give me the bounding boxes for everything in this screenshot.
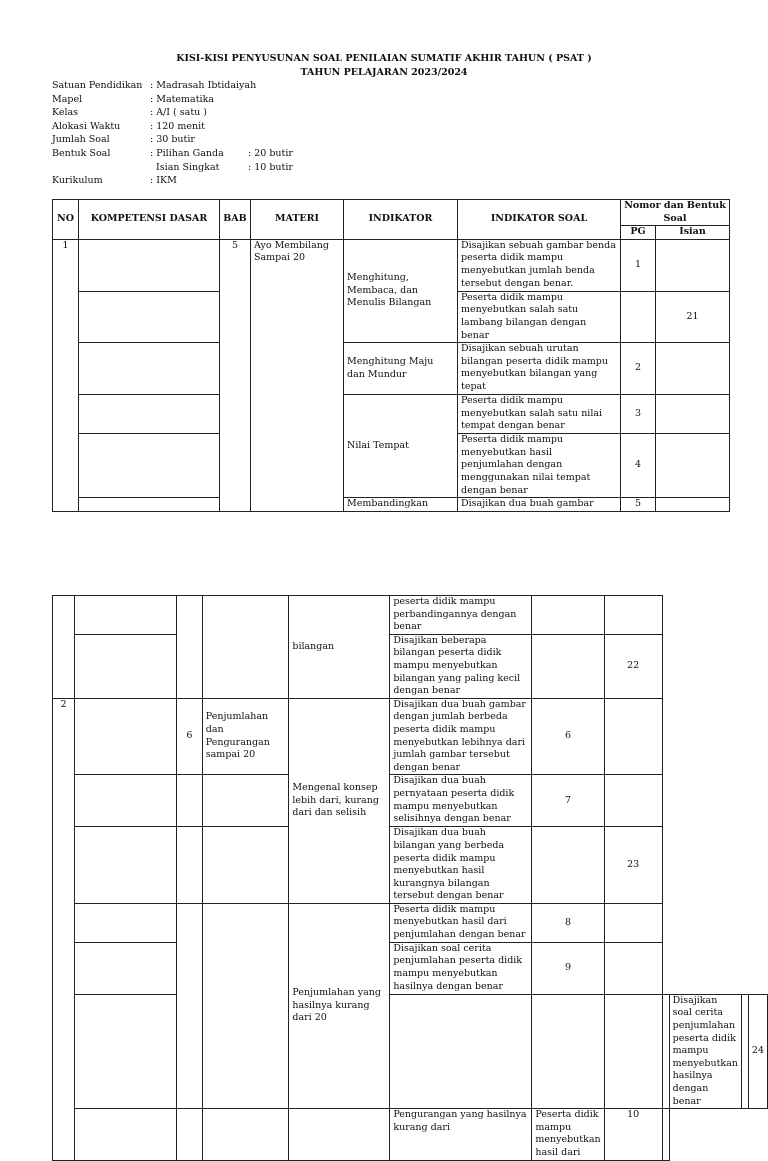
header-indikator-soal: INDIKATOR SOAL: [458, 200, 621, 240]
cell-pg: 4: [621, 434, 656, 498]
table-row: [53, 827, 768, 904]
cell-materi: Penjumlahan dan Pengurangan sampai 20: [202, 698, 289, 775]
meta-value: : IKM: [150, 175, 177, 187]
cell-isian: 21: [656, 291, 730, 342]
cell-kd: [75, 775, 177, 827]
cell-indikator: Menghitung, Membaca, dan Menulis Bilangan: [344, 239, 458, 342]
cell-isian: [656, 434, 730, 498]
table-row: [53, 596, 768, 635]
cell-indikator-soal: Peserta didik mampu menyebutkan salah satu lambang bilangan dengan benar: [458, 291, 621, 342]
cell-kd: [390, 994, 532, 1108]
cell-indikator-soal: Disajikan dua buah gambar: [458, 498, 621, 512]
meta-label: Kurikulum: [52, 175, 103, 187]
cell-pg: [532, 596, 604, 635]
cell-materi: [604, 994, 662, 1108]
meta-value: : A/I ( satu ): [150, 107, 207, 119]
cell-materi: [202, 596, 289, 699]
cell-pg: [532, 827, 604, 904]
meta-jumlah: [52, 134, 293, 148]
cell-pg: 1: [621, 239, 656, 291]
table-row: [53, 634, 768, 698]
cell-indikator-soal: peserta didik mampu perbandingannya dengan benar: [390, 596, 532, 635]
cell-no: 2: [53, 698, 75, 1160]
cell-materi: [202, 827, 289, 904]
meta-bentuk-2: [52, 162, 293, 176]
cell-kd: [79, 343, 220, 395]
cell-isian: [604, 596, 662, 635]
meta-value: : Madrasah Ibtidaiyah: [150, 80, 257, 91]
meta-value: : 30 butir: [150, 134, 195, 146]
cell-kd: [79, 498, 220, 512]
document-subtitle: TAHUN PELAJARAN 2023/2024: [300, 67, 468, 78]
meta-label: Bentuk Soal: [52, 147, 111, 159]
meta-label: Satuan Pendidikan: [52, 80, 143, 91]
cell-isian: 23: [604, 827, 662, 904]
cell-kd: [79, 239, 220, 291]
cell-kd: [75, 903, 177, 942]
table-row: [53, 1109, 768, 1160]
cell-bab: [532, 994, 604, 1108]
cell-bab: [177, 596, 203, 699]
meta-kurikulum: [52, 175, 293, 189]
cell-bab: [177, 775, 203, 827]
kisi-kisi-table: [52, 199, 730, 512]
cell-bab: [202, 1109, 289, 1160]
table-row: [53, 498, 730, 512]
meta-mapel: [52, 94, 293, 108]
meta-satuan: [52, 80, 293, 94]
kisi-kisi-table-continued: [52, 595, 768, 1161]
meta-count: : 10 butir: [248, 161, 293, 173]
cell-materi: [202, 775, 289, 827]
meta-label: Alokasi Waktu: [52, 120, 121, 132]
cell-isian: [604, 775, 662, 827]
meta-bentuk: [52, 148, 293, 162]
cell-no: [75, 1109, 177, 1160]
meta-label: Kelas: [52, 107, 79, 119]
document-meta: [52, 80, 293, 189]
header-nomor-bentuk: Nomor dan Bentuk Soal: [621, 200, 730, 226]
cell-indikator: Penjumlahan yang hasilnya kurang dari 20: [289, 903, 390, 1108]
cell-indikator-soal: Disajikan beberapa bilangan peserta didik mampu menyebutkan bilangan yang paling kecil dengan benar: [390, 634, 532, 698]
cell-isian: [662, 1109, 669, 1160]
cell-kd: [79, 291, 220, 342]
header-pg: PG: [621, 226, 656, 240]
table-row: [53, 239, 730, 291]
cell-indikator: Membandingkan: [344, 498, 458, 512]
cell-isian: [604, 903, 662, 942]
cell-pg: 5: [621, 498, 656, 512]
meta-value: : Matematika: [150, 93, 214, 105]
cell-materi: [202, 903, 289, 1108]
cell-pg: 8: [532, 903, 604, 942]
table-row: [53, 775, 768, 827]
document-title: KISI-KISI PENYUSUNAN SOAL PENILAIAN SUMATIF AKHIR TAHUN ( PSAT ): [176, 53, 592, 64]
cell-kd: [75, 634, 177, 698]
meta-count: : 20 butir: [248, 147, 293, 159]
cell-indikator-soal: Peserta didik mampu menyebutkan hasil penjumlahan dengan menggunakan nilai tempat dengan benar: [458, 434, 621, 498]
cell-pg: [741, 994, 748, 1108]
cell-isian: [656, 498, 730, 512]
cell-pg: 9: [532, 942, 604, 994]
cell-indikator-soal: Disajikan dua buah bilangan yang berbeda peserta didik mampu menyebutkan hasil kurangnya bilangan tersebut dengan benar: [390, 827, 532, 904]
table-row: [53, 942, 768, 994]
cell-no: 1: [53, 239, 79, 511]
table-row: [53, 395, 730, 434]
header-materi: MATERI: [251, 200, 344, 240]
cell-bab: 5: [220, 239, 251, 511]
header-kompetensi-dasar: KOMPETENSI DASAR: [79, 200, 220, 240]
table-row: [53, 903, 768, 942]
table-row: [53, 698, 768, 775]
cell-indikator-soal: Disajikan dua buah gambar dengan jumlah berbeda peserta didik mampu menyebutkan lebihnya dari jumlah gambar tersebut dengan benar: [390, 698, 532, 775]
cell-indikator-soal: Disajikan sebuah urutan bilangan peserta didik mampu menyebutkan bilangan yang tepat: [458, 343, 621, 395]
header-bab: BAB: [220, 200, 251, 240]
meta-kelas: [52, 107, 293, 121]
cell-pg: 10: [604, 1109, 662, 1160]
header-indikator: INDIKATOR: [344, 200, 458, 240]
cell-kd: [75, 827, 177, 904]
cell-pg: 7: [532, 775, 604, 827]
cell-indikator-soal: Peserta didik mampu menyebutkan hasil dari: [532, 1109, 604, 1160]
cell-isian: 22: [604, 634, 662, 698]
cell-pg: 2: [621, 343, 656, 395]
meta-label: Mapel: [52, 93, 83, 105]
cell-isian: [604, 942, 662, 994]
table-row: [53, 994, 768, 1108]
cell-indikator: Menghitung Maju dan Mundur: [344, 343, 458, 395]
meta-value: Isian Singkat: [150, 161, 220, 173]
header-no: NO: [53, 200, 79, 240]
cell-isian: 24: [748, 994, 767, 1108]
cell-no: [75, 994, 177, 1108]
cell-materi: [289, 1109, 390, 1160]
cell-indikator: [662, 994, 669, 1108]
cell-isian: [604, 698, 662, 775]
cell-kd: [75, 596, 177, 635]
cell-indikator: Pengurangan yang hasilnya kurang dari: [390, 1109, 532, 1160]
cell-bab: [177, 827, 203, 904]
cell-pg: 6: [532, 698, 604, 775]
table-row: [53, 343, 730, 395]
cell-kd: [79, 434, 220, 498]
cell-indikator-soal: Disajikan sebuah gambar benda peserta didik mampu menyebutkan jumlah benda tersebut dengan benar.: [458, 239, 621, 291]
cell-indikator-soal: Peserta didik mampu menyebutkan salah satu nilai tempat dengan benar: [458, 395, 621, 434]
cell-bab: 6: [177, 698, 203, 775]
meta-label: Jumlah Soal: [52, 134, 110, 146]
cell-kd: [177, 1109, 203, 1160]
cell-kd: [75, 942, 177, 994]
cell-indikator-soal: Disajikan soal cerita penjumlahan peserta didik mampu menyebutkan hasilnya dengan benar: [669, 994, 741, 1108]
cell-pg: [532, 634, 604, 698]
header-isian: Isian: [656, 226, 730, 240]
cell-bab: [177, 903, 203, 1108]
cell-isian: [656, 395, 730, 434]
cell-indikator-soal: Disajikan dua buah pernyataan peserta didik mampu menyebutkan selisihnya dengan benar: [390, 775, 532, 827]
cell-materi: Ayo Membilang Sampai 20: [251, 239, 344, 511]
cell-indikator-soal: Disajikan soal cerita penjumlahan peserta didik mampu menyebutkan hasilnya dengan benar: [390, 942, 532, 994]
cell-indikator-soal: Peserta didik mampu menyebutkan hasil dari penjumlahan dengan benar: [390, 903, 532, 942]
cell-indikator: bilangan: [289, 596, 390, 699]
cell-no: [53, 596, 75, 699]
cell-kd: [75, 698, 177, 775]
cell-pg: [621, 291, 656, 342]
cell-indikator: Mengenal konsep lebih dari, kurang dari dan selisih: [289, 698, 390, 903]
cell-kd: [79, 395, 220, 434]
cell-indikator: Nilai Tempat: [344, 395, 458, 498]
cell-isian: [656, 343, 730, 395]
cell-pg: 3: [621, 395, 656, 434]
meta-value: : Pilihan Ganda: [150, 147, 224, 159]
meta-value: : 120 menit: [150, 120, 205, 132]
cell-isian: [656, 239, 730, 291]
meta-alokasi: [52, 121, 293, 135]
